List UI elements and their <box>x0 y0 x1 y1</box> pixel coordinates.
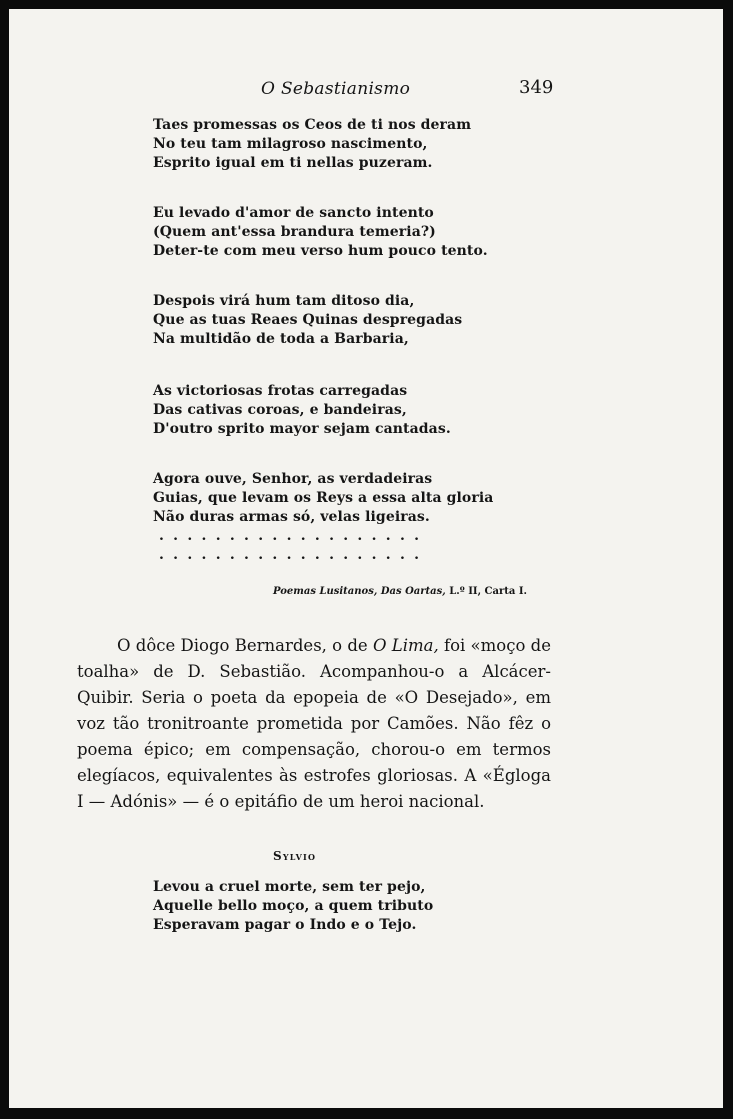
verse-line: Deter-te com meu verso hum pouco tento. <box>153 243 488 259</box>
verse-line: No teu tam milagroso nascimento, <box>153 136 428 152</box>
verse-line: (Quem ant'essa brandura temeria?) <box>153 224 436 240</box>
book-page <box>9 9 723 1108</box>
ellipsis-line: ................... <box>159 528 429 544</box>
citation-reference: L.º II, Carta I. <box>449 586 527 597</box>
section-heading: Sylvio <box>273 849 317 863</box>
verse-line: Guias, que levam os Reys a essa alta gloria <box>153 490 494 506</box>
verse-line: Eu levado d'amor de sancto intento <box>153 205 434 221</box>
verse-line: D'outro sprito mayor sejam cantadas. <box>153 421 451 437</box>
verse-line: Que as tuas Reaes Quinas despregadas <box>153 312 463 328</box>
verse-line: As victoriosas frotas carregadas <box>153 383 408 399</box>
poem-stanza-5 <box>153 470 493 527</box>
verse-line: Das cativas coroas, e bandeiras, <box>153 402 407 418</box>
page-number: 349 <box>519 77 554 98</box>
citation-work: Poemas Lusitanos, Das Oartas, <box>273 586 446 597</box>
prose-text-start: O dôce Diogo Bernardes, o de <box>117 636 373 655</box>
running-header-title: O Sebastianismo <box>261 79 411 99</box>
verse-line: Despois virá hum tam ditoso dia, <box>153 293 415 309</box>
work-title-o-lima: O Lima, <box>372 636 439 655</box>
verse-line: Esprito igual em ti nellas puzeram. <box>153 155 433 171</box>
prose-paragraph <box>77 633 551 815</box>
verse-line: Não duras armas só, velas ligeiras. <box>153 509 430 525</box>
poem-stanza-1 <box>153 116 471 173</box>
poem-stanza-3 <box>153 292 462 349</box>
verse-line: Na multidão de toda a Barbaria, <box>153 331 409 347</box>
prose-text-rest: foi «moço de toalha» de D. Sebastião. Acompanhou-o a Alcácer-Quibir. Seria o poeta da epopeia de «O Desejado», em voz tão tronitroante prometida por Camões. Não fêz o poema épico; em compensação, chorou-o em termos elegíacos, equivalentes às estrofes gloriosas. A «Égloga I — Adónis» — é o epitáfio de um heroi nacional. <box>77 636 551 811</box>
poem-stanza-4 <box>153 382 451 439</box>
ellipsis-line: ................... <box>159 547 429 563</box>
verse-line: Aquelle bello moço, a quem tributo <box>153 898 434 914</box>
poem-citation <box>273 586 527 597</box>
verse-line: Agora ouve, Senhor, as verdadeiras <box>153 471 433 487</box>
verse-line: Taes promessas os Ceos de ti nos deram <box>153 117 472 133</box>
verse-line: Levou a cruel morte, sem ter pejo, <box>153 879 426 895</box>
poem-stanza-2 <box>153 204 488 261</box>
verse-line: Esperavam pagar o Indo e o Tejo. <box>153 917 417 933</box>
sylvio-stanza <box>153 878 433 935</box>
